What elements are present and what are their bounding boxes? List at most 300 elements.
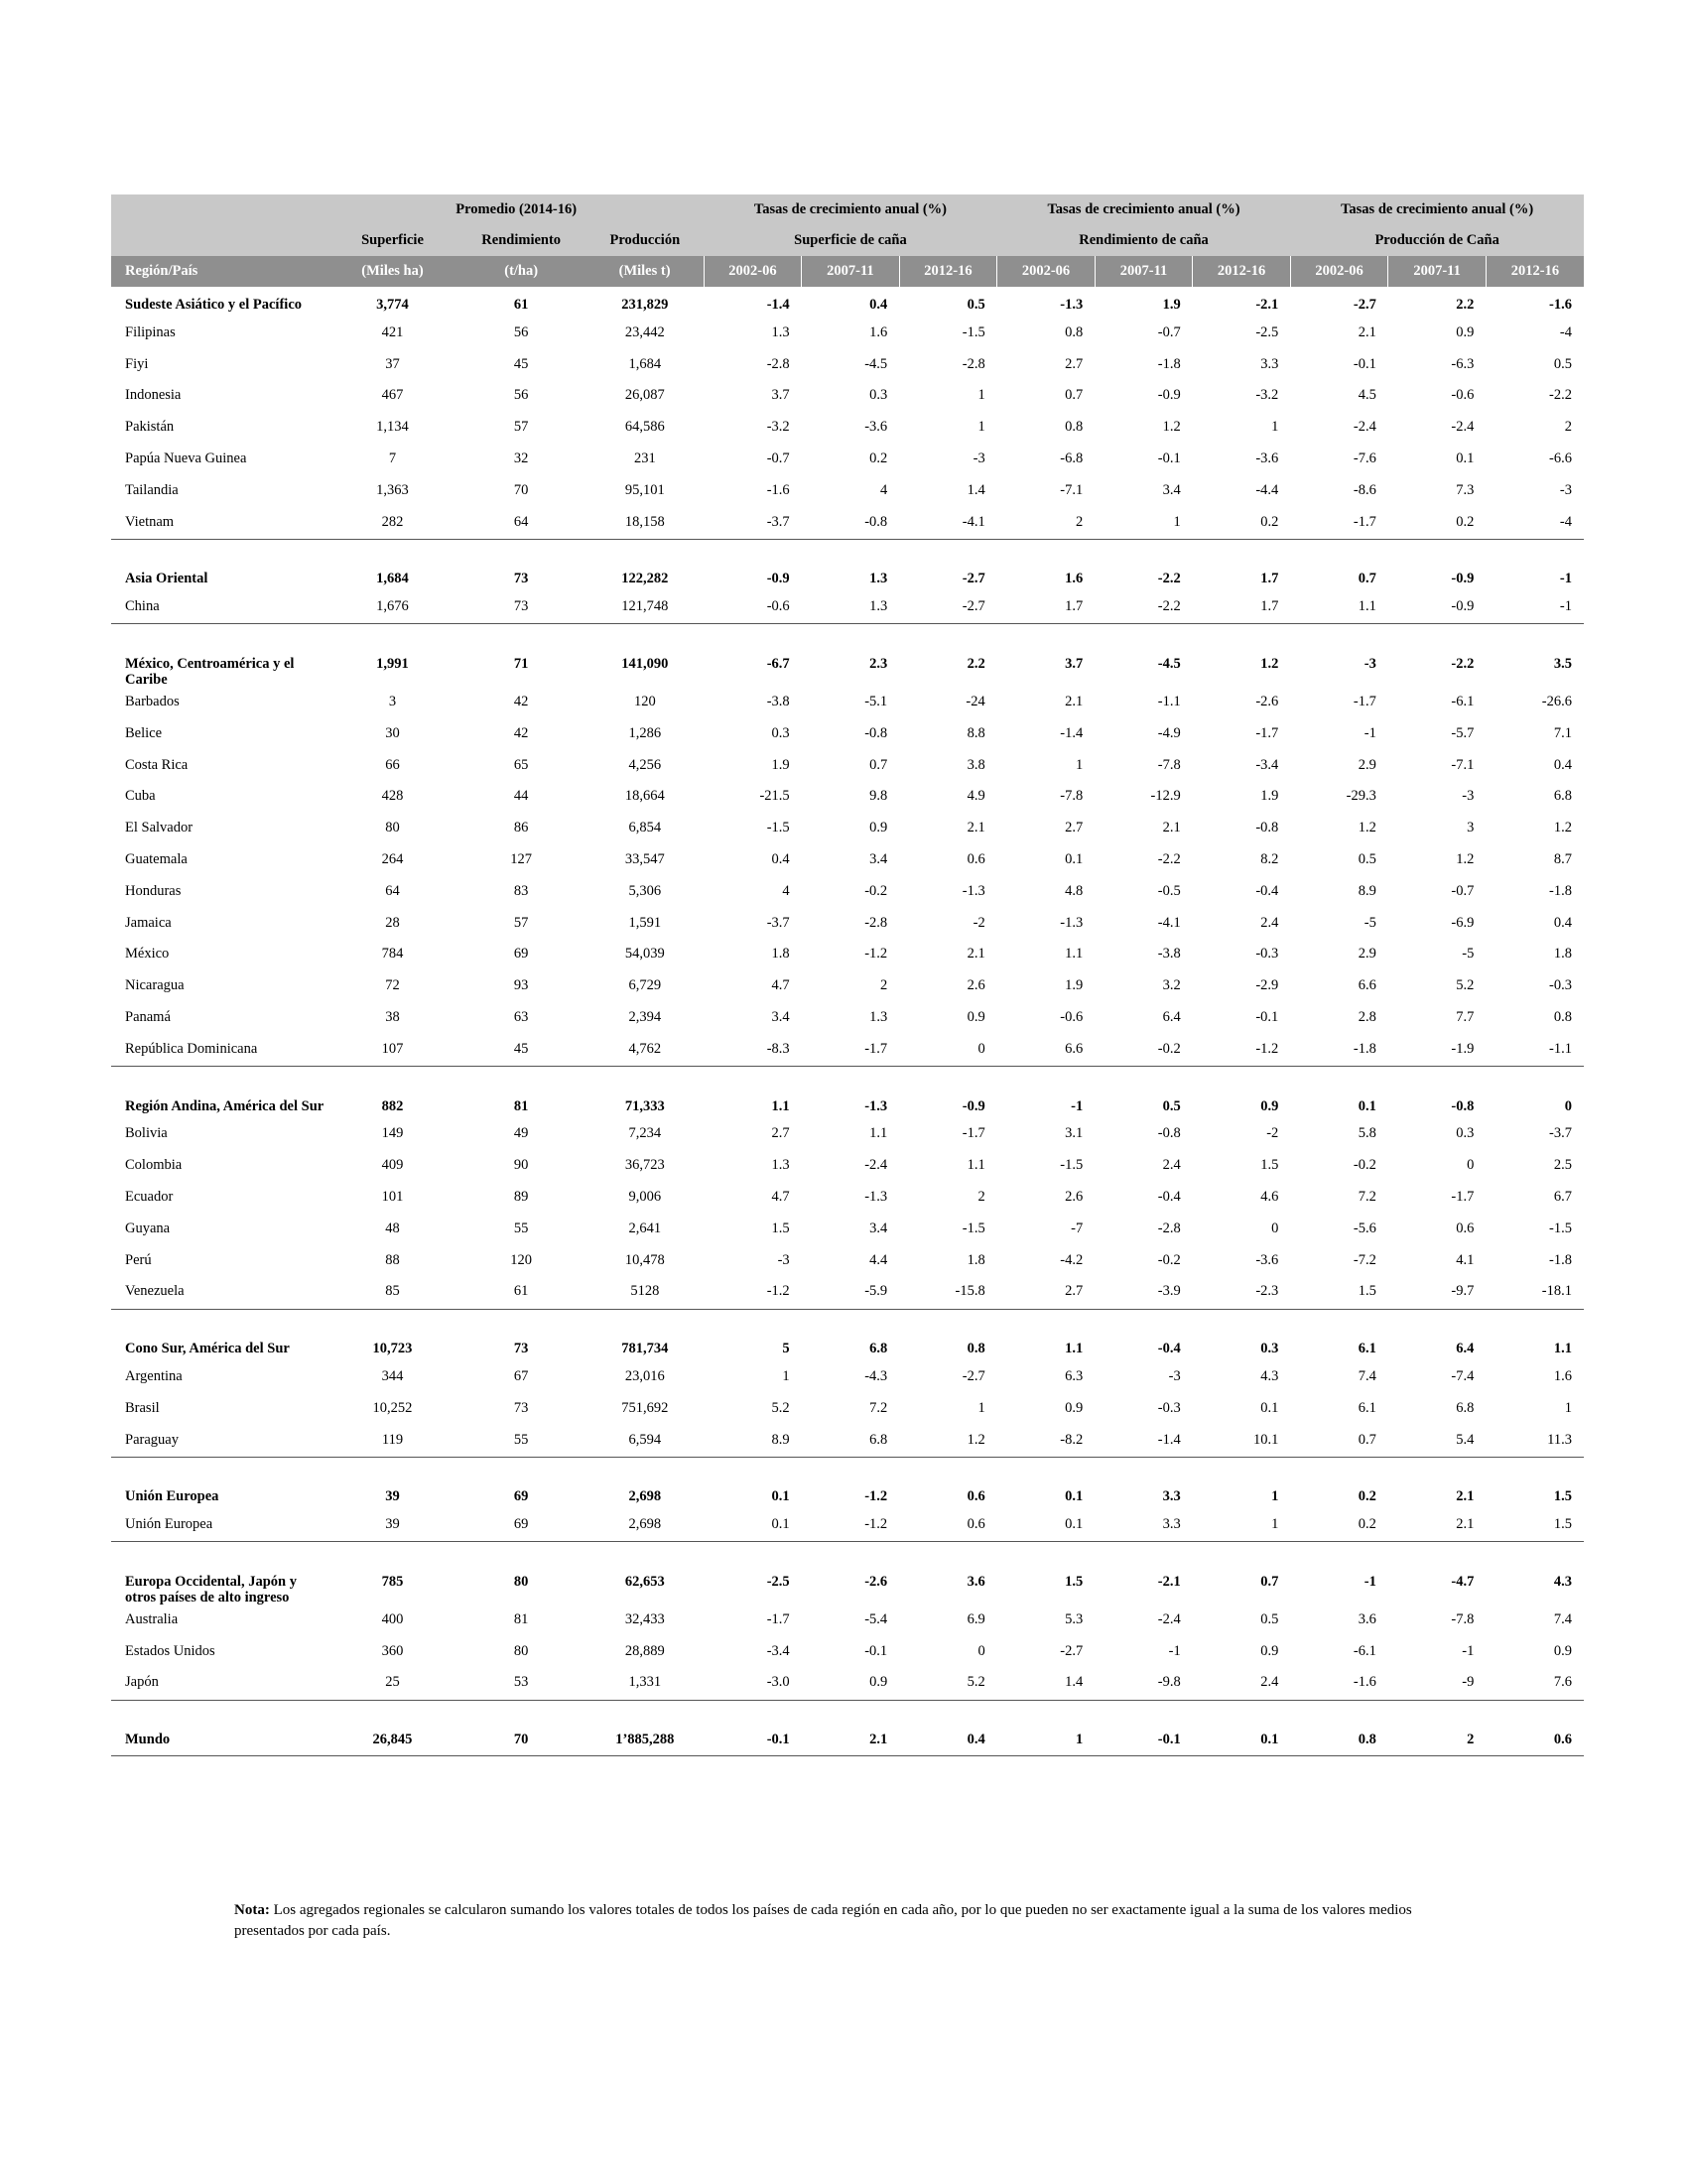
cell-produccion: 4,762 (586, 1035, 705, 1067)
cell-sup-2002-06: -2.8 (766, 355, 790, 372)
cell-rend-2012-16: 1.9 (1260, 788, 1279, 805)
cell-sup-2002-06: -3.2 (766, 419, 790, 436)
country-row (111, 1119, 1584, 1151)
cell-sup-2007-11: -2.6 (864, 1573, 888, 1590)
cell-prod-2007-11: 5.4 (1388, 1426, 1487, 1458)
cell-produccion: 28,889 (624, 1642, 665, 1659)
region-total-row (111, 1478, 1584, 1510)
cell-prod-2012-16: -1 (1486, 592, 1584, 624)
cell-superficie: 101 (381, 1188, 404, 1205)
cell-prod-2002-06: 0.8 (1290, 1722, 1388, 1756)
cell-sup-2007-11: -1.3 (864, 1097, 888, 1114)
cell-produccion: 2,394 (628, 1008, 662, 1025)
cell-prod-2012-16: -3 (1559, 481, 1572, 498)
cell-superficie: 39 (385, 1488, 400, 1505)
cell-sup-2012-16: -0.9 (962, 1097, 985, 1114)
row-name: Papúa Nueva Guinea (125, 450, 247, 466)
cell-sup-2012-16: 1.2 (899, 1426, 997, 1458)
cell-produccion: 1,591 (628, 914, 662, 931)
footnote-text: Los agregados regionales se calcularon sumando los valores totales de todos los países de cada región en cada año, por lo que pueden no ser exactamente igual a la suma de los valores medios presentados por cada país. (234, 1902, 1412, 1939)
cell-rend-2012-16: 1 (1271, 1488, 1279, 1505)
cell-rendimiento: 67 (513, 1367, 529, 1384)
row-name: Argentina (125, 1367, 183, 1384)
row-name: Vietnam (111, 508, 328, 540)
cell-sup-2012-16: 0 (899, 1035, 997, 1067)
cell-sup-2002-06: 1 (782, 1367, 790, 1384)
cell-rend-2007-11: -2.2 (1095, 592, 1193, 624)
cell-produccion: 120 (633, 693, 656, 709)
cell-sup-2007-11: -1.7 (802, 1035, 900, 1067)
cell-rendimiento: 63 (513, 1008, 529, 1025)
cell-produccion: 231 (633, 450, 656, 466)
cell-sup-2007-11: -0.8 (802, 508, 900, 540)
cell-prod-2002-06: 0.1 (1358, 1097, 1376, 1114)
cell-prod-2007-11: -0.6 (1451, 387, 1475, 404)
region-total-row (111, 1331, 1584, 1362)
cell-sup-2007-11: 1.3 (869, 571, 888, 587)
cell-prod-2007-11: -5 (1462, 946, 1475, 963)
cell-rend-2002-06: 1.4 (997, 1668, 1096, 1700)
cell-rend-2007-11: -0.4 (1157, 1188, 1181, 1205)
cell-produccion: 36,723 (624, 1157, 665, 1174)
cell-rendimiento: 53 (456, 1668, 586, 1700)
cell-prod-2012-16: -4 (1486, 508, 1584, 540)
cell-rendimiento: 73 (513, 1399, 529, 1416)
cell-superficie: 80 (385, 820, 400, 836)
cell-prod-2012-16: -0.3 (1549, 977, 1572, 994)
country-row (111, 1510, 1584, 1542)
cell-sup-2012-16: 0 (977, 1642, 985, 1659)
cell-prod-2007-11: 1.2 (1456, 850, 1475, 867)
cell-prod-2002-06: -2.4 (1353, 419, 1376, 436)
cell-superficie: 467 (381, 387, 404, 404)
cell-rend-2007-11: -4.1 (1157, 914, 1181, 931)
cell-sup-2002-06: 0.3 (771, 724, 790, 741)
cell-sup-2007-11: 0.3 (869, 387, 888, 404)
cell-superficie: 421 (381, 323, 404, 340)
cell-rend-2012-16: 0.9 (1260, 1097, 1279, 1114)
row-name: Europa Occidental, Japón y otros países de alto ingreso (125, 1573, 297, 1606)
header-unit-sup: (Miles ha) (328, 256, 456, 287)
region-total-row (111, 1089, 1584, 1120)
cell-rendimiento: 45 (513, 355, 529, 372)
header-superficie: Superficie (328, 225, 456, 256)
cell-prod-2007-11: -5.7 (1451, 724, 1475, 741)
cell-rend-2012-16: 4.3 (1260, 1367, 1279, 1384)
cell-prod-2002-06: -7.6 (1353, 450, 1376, 466)
cell-sup-2007-11: 2 (879, 977, 888, 994)
cell-rend-2007-11: -0.4 (1157, 1341, 1181, 1357)
cell-rend-2007-11: -2.2 (1157, 850, 1181, 867)
cell-prod-2007-11: -9.7 (1388, 1277, 1487, 1309)
row-name: Fiyi (125, 355, 149, 372)
cell-prod-2002-06: 3.6 (1358, 1610, 1376, 1627)
cell-sup-2007-11: 3.4 (869, 1220, 888, 1236)
row-name: Mundo (111, 1722, 328, 1756)
cell-prod-2012-16: 1.1 (1553, 1341, 1572, 1357)
cell-produccion: 33,547 (624, 850, 665, 867)
cell-sup-2007-11: -1.2 (802, 1510, 900, 1542)
cell-rend-2012-16: 10.1 (1193, 1426, 1291, 1458)
footnote (234, 1900, 1455, 1942)
cell-sup-2007-11: -1.3 (864, 1188, 888, 1205)
row-name: Unión Europea (111, 1510, 328, 1542)
cell-sup-2007-11: -2.8 (864, 914, 888, 931)
cell-rend-2007-11: -2.2 (1157, 571, 1181, 587)
country-row (111, 508, 1584, 540)
row-name: Jamaica (125, 914, 172, 931)
cell-prod-2007-11: 7.7 (1456, 1008, 1475, 1025)
cell-prod-2002-06: -3 (1363, 655, 1376, 672)
cell-produccion: 9,006 (628, 1188, 662, 1205)
cell-superficie: 7 (388, 450, 397, 466)
cell-prod-2002-06: 4.5 (1358, 387, 1376, 404)
cell-sup-2002-06: 0.1 (771, 1488, 790, 1505)
cell-rendimiento: 61 (513, 297, 529, 313)
row-name: República Dominicana (111, 1035, 328, 1067)
cell-sup-2012-16: -1.5 (962, 1220, 985, 1236)
cell-superficie: 785 (381, 1573, 404, 1590)
cell-superficie: 72 (385, 977, 400, 994)
cell-prod-2007-11: 0.1 (1456, 450, 1475, 466)
cell-produccion: 64,586 (624, 419, 665, 436)
cell-rend-2002-06: -8.2 (997, 1426, 1096, 1458)
cell-rendimiento: 55 (513, 1220, 529, 1236)
cell-sup-2007-11: -0.1 (864, 1642, 888, 1659)
cell-rend-2012-16: -3.4 (1255, 756, 1279, 773)
cell-rend-2002-06: 0.1 (997, 1510, 1096, 1542)
region-total-row (111, 561, 1584, 592)
cell-rend-2007-11: 2.4 (1162, 1157, 1181, 1174)
cell-sup-2002-06: 5.2 (771, 1399, 790, 1416)
cell-prod-2007-11: -7.1 (1451, 756, 1475, 773)
row-name: Costa Rica (125, 756, 189, 773)
cell-rend-2012-16: -3.2 (1255, 387, 1279, 404)
cell-prod-2007-11: -0.9 (1388, 592, 1487, 624)
row-name: Belice (125, 724, 163, 741)
country-row (111, 1183, 1584, 1215)
country-row (111, 350, 1584, 382)
cell-rend-2007-11: 3.4 (1162, 481, 1181, 498)
cell-prod-2007-11: 5.2 (1456, 977, 1475, 994)
cell-sup-2012-16: 0.6 (967, 850, 985, 867)
cell-prod-2002-06: -2.7 (1353, 297, 1376, 313)
header-produccion-cana: Producción de Caña (1290, 225, 1584, 256)
cell-sup-2012-16: 2.1 (967, 946, 985, 963)
cell-rend-2007-11: -2.4 (1157, 1610, 1181, 1627)
cell-prod-2012-16: 4.3 (1553, 1573, 1572, 1590)
cell-superficie: 3 (388, 693, 397, 709)
country-row (111, 1362, 1584, 1394)
cell-produccion: 23,442 (624, 323, 665, 340)
cell-rendimiento: 56 (513, 387, 529, 404)
row-name: Australia (125, 1610, 179, 1627)
header-period: 2007-11 (802, 256, 900, 287)
cell-prod-2007-11: -0.9 (1451, 571, 1475, 587)
cell-sup-2002-06: 3.4 (771, 1008, 790, 1025)
row-name: México, Centroamérica y el Caribe (125, 655, 295, 688)
header-period: 2002-06 (997, 256, 1096, 287)
cell-prod-2012-16: 7.6 (1486, 1668, 1584, 1700)
cell-produccion: 18,664 (624, 788, 665, 805)
cell-rend-2007-11: 3.3 (1162, 1488, 1181, 1505)
cell-rend-2007-11: -2.1 (1157, 1573, 1181, 1590)
cell-sup-2007-11: 1.6 (869, 323, 888, 340)
header-period: 2012-16 (1486, 256, 1584, 287)
cell-produccion: 6,729 (628, 977, 662, 994)
cell-rend-2012-16: -0.8 (1255, 820, 1279, 836)
row-name: Pakistán (125, 419, 175, 436)
cell-rend-2012-16: -0.3 (1255, 946, 1279, 963)
cell-rendimiento: 73 (513, 1341, 529, 1357)
cell-sup-2012-16: 1.8 (967, 1251, 985, 1268)
cell-prod-2012-16: -6.6 (1549, 450, 1572, 466)
cell-prod-2012-16: 2.5 (1553, 1157, 1572, 1174)
cell-rendimiento: 57 (513, 914, 529, 931)
cell-produccion: 18,158 (586, 508, 705, 540)
cell-produccion: 1,286 (628, 724, 662, 741)
cell-rendimiento: 81 (513, 1097, 529, 1114)
cell-prod-2002-06: -8.6 (1353, 481, 1376, 498)
country-row (111, 719, 1584, 751)
cell-sup-2012-16: -2.7 (962, 1367, 985, 1384)
cell-sup-2002-06: -3.4 (766, 1642, 790, 1659)
cell-rendimiento: 70 (513, 481, 529, 498)
cell-sup-2007-11: -0.8 (864, 724, 888, 741)
cell-rend-2012-16: 1.7 (1260, 571, 1279, 587)
cell-sup-2002-06: -21.5 (759, 788, 790, 805)
cell-superficie: 28 (385, 914, 400, 931)
cell-rend-2007-11: -7.8 (1157, 756, 1181, 773)
cell-sup-2012-16: -3 (973, 450, 985, 466)
cell-superficie: 360 (381, 1642, 404, 1659)
cell-prod-2007-11: 0.3 (1456, 1125, 1475, 1142)
cell-sup-2002-06: 1.3 (771, 1157, 790, 1174)
cell-rendimiento: 86 (513, 820, 529, 836)
cell-rend-2012-16: 8.2 (1260, 850, 1279, 867)
cell-rend-2002-06: -1.3 (1060, 914, 1084, 931)
row-name: Asia Oriental (125, 571, 208, 587)
cell-prod-2002-06: 0.2 (1358, 1488, 1376, 1505)
cell-prod-2007-11: 4.1 (1456, 1251, 1475, 1268)
cell-superficie: 344 (381, 1367, 404, 1384)
cell-prod-2002-06: -1.7 (1353, 693, 1376, 709)
cell-rend-2007-11: -1.8 (1157, 355, 1181, 372)
cell-prod-2002-06: -1 (1363, 724, 1376, 741)
cell-rend-2002-06: -7.1 (1060, 481, 1084, 498)
cell-rend-2012-16: 1 (1193, 1510, 1291, 1542)
cell-prod-2012-16: 11.3 (1486, 1426, 1584, 1458)
cell-rendimiento: 57 (513, 419, 529, 436)
country-row (111, 1394, 1584, 1426)
cell-sup-2002-06: -0.6 (704, 592, 802, 624)
cell-produccion: 122,282 (621, 571, 669, 587)
cell-rend-2002-06: 0.8 (1065, 323, 1084, 340)
cell-prod-2002-06: -1.7 (1290, 508, 1388, 540)
cell-rend-2007-11: 6.4 (1162, 1008, 1181, 1025)
cell-prod-2007-11: -1.7 (1451, 1188, 1475, 1205)
cell-prod-2012-16: -26.6 (1541, 693, 1572, 709)
cell-rend-2002-06: 1.6 (1065, 571, 1084, 587)
cell-rend-2002-06: -2.7 (1060, 1642, 1084, 1659)
header-period: 2002-06 (1290, 256, 1388, 287)
cell-sup-2012-16: 1.1 (967, 1157, 985, 1174)
cell-prod-2012-16: 1 (1564, 1399, 1572, 1416)
cell-rend-2002-06: 2.6 (1065, 1188, 1084, 1205)
country-row (111, 1637, 1584, 1669)
cell-prod-2007-11: 6.4 (1456, 1341, 1475, 1357)
cell-superficie: 149 (381, 1125, 404, 1142)
country-row (111, 971, 1584, 1003)
row-name: Tailandia (125, 481, 179, 498)
header-rendimiento: Rendimiento (456, 225, 586, 256)
country-row (111, 1215, 1584, 1246)
cell-rend-2002-06: -0.6 (1060, 1008, 1084, 1025)
country-row (111, 1426, 1584, 1458)
cell-prod-2002-06: 2.1 (1358, 323, 1376, 340)
cell-rend-2002-06: 6.3 (1065, 1367, 1084, 1384)
cell-sup-2012-16: -4.1 (899, 508, 997, 540)
cell-prod-2012-16: -4 (1559, 323, 1572, 340)
cell-rend-2007-11: -0.2 (1095, 1035, 1193, 1067)
country-row (111, 476, 1584, 508)
header-period: 2007-11 (1095, 256, 1193, 287)
cell-rend-2007-11: -0.8 (1157, 1125, 1181, 1142)
cell-sup-2012-16: 2.2 (967, 655, 985, 672)
cell-rend-2007-11: -0.2 (1157, 1251, 1181, 1268)
row-name: Bolivia (125, 1125, 168, 1142)
header-period: 2002-06 (704, 256, 802, 287)
cell-produccion: 7,234 (628, 1125, 662, 1142)
cell-prod-2012-16: 8.7 (1553, 850, 1572, 867)
row-name: Honduras (125, 882, 182, 899)
cell-prod-2007-11: -0.7 (1451, 882, 1475, 899)
cell-superficie: 107 (328, 1035, 456, 1067)
cell-sup-2012-16: 5.2 (899, 1668, 997, 1700)
row-name: Región Andina, América del Sur (125, 1097, 325, 1114)
cell-rend-2007-11: -1.4 (1095, 1426, 1193, 1458)
cell-sup-2002-06: 1.3 (771, 323, 790, 340)
cell-superficie: 428 (381, 788, 404, 805)
cell-rend-2002-06: 1.9 (1065, 977, 1084, 994)
cell-sup-2012-16: -1.7 (962, 1125, 985, 1142)
cell-prod-2002-06: 5.8 (1358, 1125, 1376, 1142)
header-blank (111, 194, 328, 225)
cell-produccion: 95,101 (624, 481, 665, 498)
cell-sup-2007-11: -4.5 (864, 355, 888, 372)
cell-sup-2007-11: 0.9 (802, 1668, 900, 1700)
cell-rend-2007-11: 2.1 (1162, 820, 1181, 836)
cell-rend-2002-06: -1 (1071, 1097, 1084, 1114)
cell-sup-2002-06: 4 (782, 882, 790, 899)
cell-sup-2012-16: 2 (977, 1188, 985, 1205)
cell-prod-2007-11: -0.8 (1451, 1097, 1475, 1114)
cell-sup-2002-06: 1.5 (771, 1220, 790, 1236)
cell-prod-2012-16: 7.4 (1553, 1610, 1572, 1627)
header-period: 2012-16 (1193, 256, 1291, 287)
cell-prod-2002-06: -5 (1363, 914, 1376, 931)
cell-prod-2002-06: -29.3 (1346, 788, 1376, 805)
row-name: México (125, 946, 170, 963)
row-name: Cono Sur, América del Sur (125, 1341, 290, 1357)
cell-prod-2007-11: -2.2 (1451, 655, 1475, 672)
cell-prod-2012-16: 1.8 (1553, 946, 1572, 963)
cell-sup-2007-11: 0.2 (869, 450, 888, 466)
cell-rend-2012-16: -4.4 (1255, 481, 1279, 498)
cell-sup-2007-11: 1.1 (869, 1125, 888, 1142)
cell-sup-2012-16: -2.7 (962, 571, 985, 587)
cell-sup-2007-11: -5.9 (802, 1277, 900, 1309)
cell-sup-2012-16: -1.3 (962, 882, 985, 899)
cell-superficie: 264 (381, 850, 404, 867)
cell-sup-2012-16: 6.9 (967, 1610, 985, 1627)
data-table-container (111, 194, 1584, 1756)
row-name: Nicaragua (125, 977, 185, 994)
cell-prod-2002-06: -5.6 (1353, 1220, 1376, 1236)
cell-sup-2002-06: -0.7 (766, 450, 790, 466)
cell-prod-2002-06: -7.2 (1353, 1251, 1376, 1268)
cell-superficie: 1,134 (376, 419, 409, 436)
cell-sup-2012-16: 1 (977, 387, 985, 404)
cell-rendimiento: 69 (513, 946, 529, 963)
cell-prod-2002-06: 2.9 (1358, 946, 1376, 963)
section-spacer (111, 1457, 1584, 1478)
cell-rendimiento: 61 (456, 1277, 586, 1309)
cell-prod-2012-16: -1.6 (1549, 297, 1572, 313)
cell-rend-2007-11: 1.2 (1162, 419, 1181, 436)
cell-produccion: 2,698 (586, 1510, 705, 1542)
country-row (111, 319, 1584, 350)
cell-sup-2002-06: -3.7 (704, 508, 802, 540)
cell-sup-2002-06: 4.7 (771, 977, 790, 994)
cell-rend-2012-16: -2.5 (1255, 323, 1279, 340)
table-body (111, 287, 1584, 1756)
cell-rendimiento: 80 (513, 1642, 529, 1659)
row-name: Brasil (125, 1399, 160, 1416)
row-name: Guatemala (125, 850, 188, 867)
cell-superficie: 38 (385, 1008, 400, 1025)
cell-prod-2012-16: 0.5 (1553, 355, 1572, 372)
row-name: Sudeste Asiático y el Pacífico (125, 297, 303, 313)
cell-sup-2002-06: -3.0 (704, 1668, 802, 1700)
cell-sup-2012-16: 0.6 (899, 1510, 997, 1542)
cell-rend-2007-11: 1 (1095, 508, 1193, 540)
cell-rend-2012-16: 2.4 (1193, 1668, 1291, 1700)
cell-rendimiento: 127 (510, 850, 533, 867)
cell-prod-2002-06: 0.7 (1358, 571, 1376, 587)
cell-rend-2012-16: 1.7 (1193, 592, 1291, 624)
cell-sup-2012-16: 0.5 (967, 297, 985, 313)
cell-prod-2007-11: 6.8 (1456, 1399, 1475, 1416)
cell-rend-2012-16: -2.1 (1255, 297, 1279, 313)
country-row (111, 845, 1584, 877)
cell-sup-2012-16: 3.6 (967, 1573, 985, 1590)
cell-prod-2007-11: 2.1 (1388, 1510, 1487, 1542)
cell-rend-2002-06: 6.6 (997, 1035, 1096, 1067)
cell-sup-2007-11: 6.8 (869, 1341, 888, 1357)
cell-rend-2007-11: -3.8 (1157, 946, 1181, 963)
cell-rend-2007-11: -0.1 (1157, 450, 1181, 466)
cell-rend-2002-06: 5.3 (1065, 1610, 1084, 1627)
cell-rend-2012-16: 3.3 (1260, 355, 1279, 372)
cell-sup-2007-11: 2.1 (802, 1722, 900, 1756)
cell-rend-2002-06: 0.7 (1065, 387, 1084, 404)
cell-produccion: 2,641 (628, 1220, 662, 1236)
header-promedio: Promedio (2014-16) (328, 194, 704, 225)
cell-rendimiento: 90 (513, 1157, 529, 1174)
cell-prod-2002-06: 6.1 (1358, 1341, 1376, 1357)
cell-prod-2002-06: 0.2 (1290, 1510, 1388, 1542)
